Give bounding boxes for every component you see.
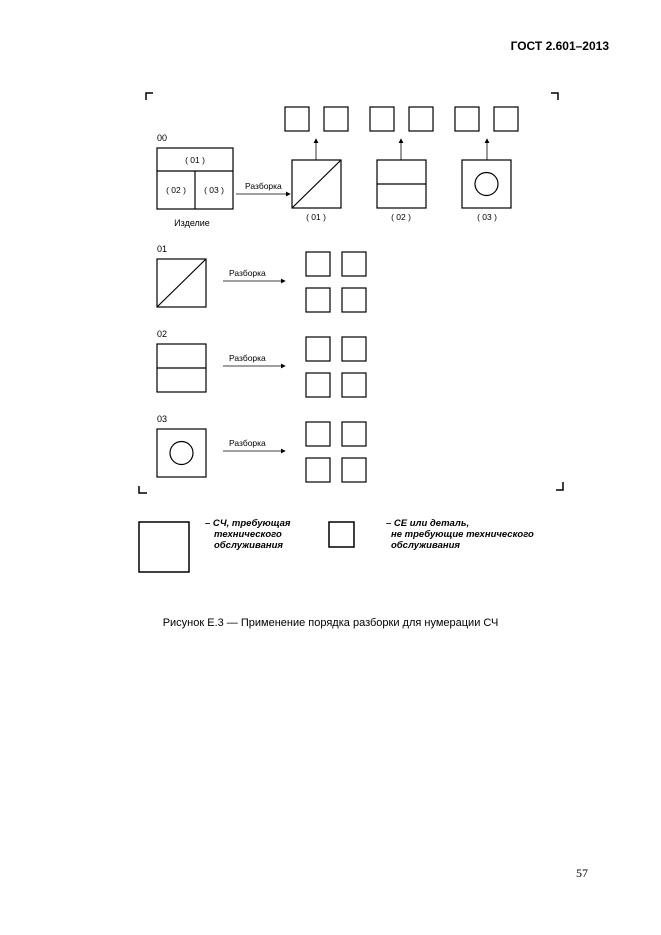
row-01-id: 01 bbox=[157, 244, 168, 254]
row-01-small-square bbox=[306, 252, 330, 276]
legend-large-line-2: технического bbox=[214, 529, 282, 540]
top-small-square bbox=[370, 107, 394, 131]
row-03-small-square bbox=[306, 422, 330, 446]
corner-marks bbox=[139, 93, 563, 493]
top-small-square bbox=[409, 107, 433, 131]
top-small-square bbox=[285, 107, 309, 131]
legend-small-square bbox=[329, 522, 354, 547]
row-01-diagonal bbox=[157, 259, 206, 307]
row-02-id: 02 bbox=[157, 329, 168, 339]
unit-02-caption: ( 02 ) bbox=[391, 212, 411, 222]
unit-01-caption: ( 01 ) bbox=[306, 212, 326, 222]
row-02-small-square bbox=[306, 337, 330, 361]
top-small-square bbox=[324, 107, 348, 131]
row-01-small-square bbox=[306, 288, 330, 312]
product-part-01: ( 01 ) bbox=[185, 155, 205, 165]
legend-large-line-3: обслуживания bbox=[214, 540, 283, 551]
row-03-id: 03 bbox=[157, 414, 168, 424]
row-03-box bbox=[157, 429, 206, 477]
corner-mark-bottom-right bbox=[556, 482, 563, 490]
product-label: Изделие bbox=[174, 218, 210, 228]
legend-large-square bbox=[139, 522, 189, 572]
row-01-small-square bbox=[342, 252, 366, 276]
document-code: ГОСТ 2.601–2013 bbox=[510, 39, 609, 53]
legend-large-text bbox=[205, 518, 290, 551]
row-02-small-square bbox=[342, 337, 366, 361]
legend-small-line-1: – СЕ или деталь, bbox=[386, 518, 470, 529]
row-03-circle bbox=[170, 442, 193, 465]
main-arrow-label: Разборка bbox=[245, 181, 282, 191]
legend-small-line-2: не требующие технического bbox=[391, 529, 534, 540]
product-part-03: ( 03 ) bbox=[204, 185, 224, 195]
top-small-square bbox=[455, 107, 479, 131]
unit-03-circle bbox=[475, 173, 498, 196]
row-03-small-square bbox=[306, 458, 330, 482]
corner-mark-top-left bbox=[146, 93, 153, 100]
product-part-02: ( 02 ) bbox=[166, 185, 186, 195]
row-02-small-square bbox=[342, 373, 366, 397]
figure-caption: Рисунок Е.3 — Применение порядка разборки для нумерации СЧ bbox=[162, 617, 499, 629]
unit-01-diagonal bbox=[292, 160, 341, 208]
unit-03-caption: ( 03 ) bbox=[477, 212, 497, 222]
unit-03-box bbox=[462, 160, 511, 208]
row-01-arrow-label: Разборка bbox=[229, 268, 266, 278]
row-03-small-square bbox=[342, 458, 366, 482]
corner-mark-top-right bbox=[551, 93, 558, 100]
row-01-small-square bbox=[342, 288, 366, 312]
product-id: 00 bbox=[157, 133, 168, 143]
top-small-square bbox=[494, 107, 518, 131]
corner-mark-bottom-left bbox=[139, 486, 147, 493]
legend-small-line-3: обслуживания bbox=[391, 540, 460, 551]
row-03-arrow-label: Разборка bbox=[229, 438, 266, 448]
row-03-small-square bbox=[342, 422, 366, 446]
legend-small-text bbox=[386, 518, 534, 551]
legend-large-line-1: – СЧ, требующая bbox=[205, 518, 291, 529]
row-02-small-square bbox=[306, 373, 330, 397]
page-number: 57 bbox=[576, 866, 588, 880]
row-02-arrow-label: Разборка bbox=[229, 353, 266, 363]
